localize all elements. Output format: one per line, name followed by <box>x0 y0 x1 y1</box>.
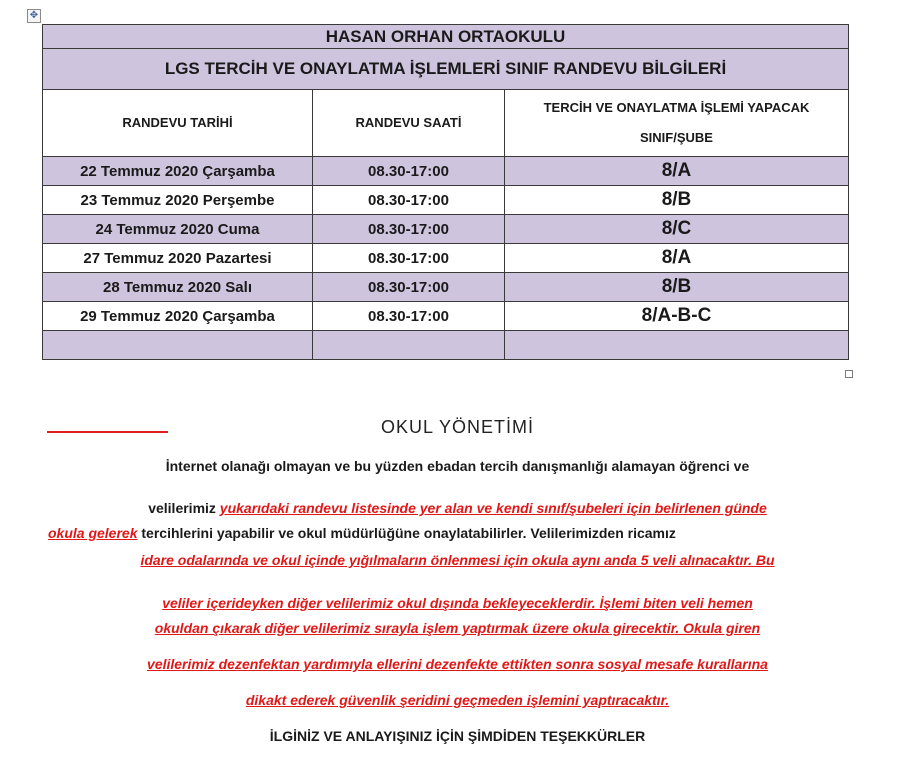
notice-line-8 <box>0 692 915 708</box>
row-time: 08.30-17:00 <box>313 215 505 244</box>
row-class: 8/A <box>505 157 849 186</box>
header-class-line1: TERCİH VE ONAYLATMA İŞLEMİ YAPACAK <box>543 100 810 115</box>
table-row <box>43 215 849 244</box>
row-date: 29 Temmuz 2020 Çarşamba <box>43 302 313 331</box>
notice-line-8-red: dikakt ederek güvenlik şeridini geçmeden işlemini yaptıracaktır. <box>245 692 670 708</box>
row-time: 08.30-17:00 <box>313 244 505 273</box>
row-class: 8/A-B-C <box>505 302 849 331</box>
table-row <box>43 273 849 302</box>
row-date: 22 Temmuz 2020 Çarşamba <box>43 157 313 186</box>
row-date: 27 Temmuz 2020 Pazartesi <box>43 244 313 273</box>
table-subtitle: LGS TERCİH VE ONAYLATMA İŞLEMLERİ SINIF RANDEVU BİLGİLERİ <box>43 49 849 90</box>
row-time: 08.30-17:00 <box>313 273 505 302</box>
notice-line-5-red: veliler içerideyken diğer velilerimiz okul dışında bekleyeceklerdir. İşlemi biten veli hemen <box>162 595 753 611</box>
notice-line-2 <box>0 500 915 516</box>
closing-thanks: İLGİNİZ VE ANLAYIŞINIZ İÇİN ŞİMDİDEN TEŞEKKÜRLER <box>269 728 646 744</box>
notice-line-7 <box>0 656 915 672</box>
header-date: RANDEVU TARİHİ <box>43 90 313 157</box>
row-class: 8/C <box>505 215 849 244</box>
row-time: 08.30-17:00 <box>313 186 505 215</box>
notice-line-4 <box>0 552 915 568</box>
table-row-empty <box>43 331 849 360</box>
table-move-handle-icon[interactable]: ✥ <box>27 9 41 23</box>
notice-heading: OKUL YÖNETİMİ <box>380 417 535 437</box>
notice-line-6 <box>0 620 915 636</box>
empty-cell <box>313 331 505 360</box>
header-class <box>505 90 849 157</box>
school-name: HASAN ORHAN ORTAOKULU <box>43 25 849 49</box>
table-resize-handle[interactable] <box>845 370 853 378</box>
empty-cell <box>43 331 313 360</box>
notice-line-5 <box>0 595 915 611</box>
notice-line-1: İnternet olanağı olmayan ve bu yüzden ebadan tercih danışmanlığı alamayan öğrenci ve <box>165 458 750 474</box>
table-row <box>43 186 849 215</box>
row-class: 8/B <box>505 186 849 215</box>
notice-line-7-red: velilerimiz dezenfektan yardımıyla ellerini dezenfekte ettikten sonra sosyal mesafe kurallarına <box>147 656 768 672</box>
notice-line-4-red: idare odalarında ve okul içinde yığılmaların önlenmesi için okula aynı anda 5 veli alınacaktır. Bu <box>140 552 775 568</box>
row-time: 08.30-17:00 <box>313 157 505 186</box>
notice-line-3-plain: tercihlerini yapabilir ve okul müdürlüğüne onaylatabilirler. Velilerimizden ricamız <box>137 525 676 541</box>
row-date: 24 Temmuz 2020 Cuma <box>43 215 313 244</box>
row-class: 8/B <box>505 273 849 302</box>
row-date: 23 Temmuz 2020 Perşembe <box>43 186 313 215</box>
row-date: 28 Temmuz 2020 Salı <box>43 273 313 302</box>
table-row <box>43 157 849 186</box>
table-row <box>43 302 849 331</box>
notice-line-3 <box>48 525 908 541</box>
notice-line-6-red: okuldan çıkarak diğer velilerimiz sırayla işlem yaptırmak üzere okula girecektir. Okula giren <box>154 620 761 636</box>
row-time: 08.30-17:00 <box>313 302 505 331</box>
notice-line-2-red: yukarıdaki randevu listesinde yer alan ve kendi sınıf/şubeleri için belirlenen günde <box>219 500 767 516</box>
header-class-line2: SINIF/ŞUBE <box>640 130 713 145</box>
row-class: 8/A <box>505 244 849 273</box>
empty-cell <box>505 331 849 360</box>
appointment-table <box>42 24 849 360</box>
notice-line-3-red: okula gelerek <box>48 525 138 541</box>
header-time: RANDEVU SAATİ <box>313 90 505 157</box>
notice-line-2-plain: velilerimiz <box>148 500 220 516</box>
table-row <box>43 244 849 273</box>
